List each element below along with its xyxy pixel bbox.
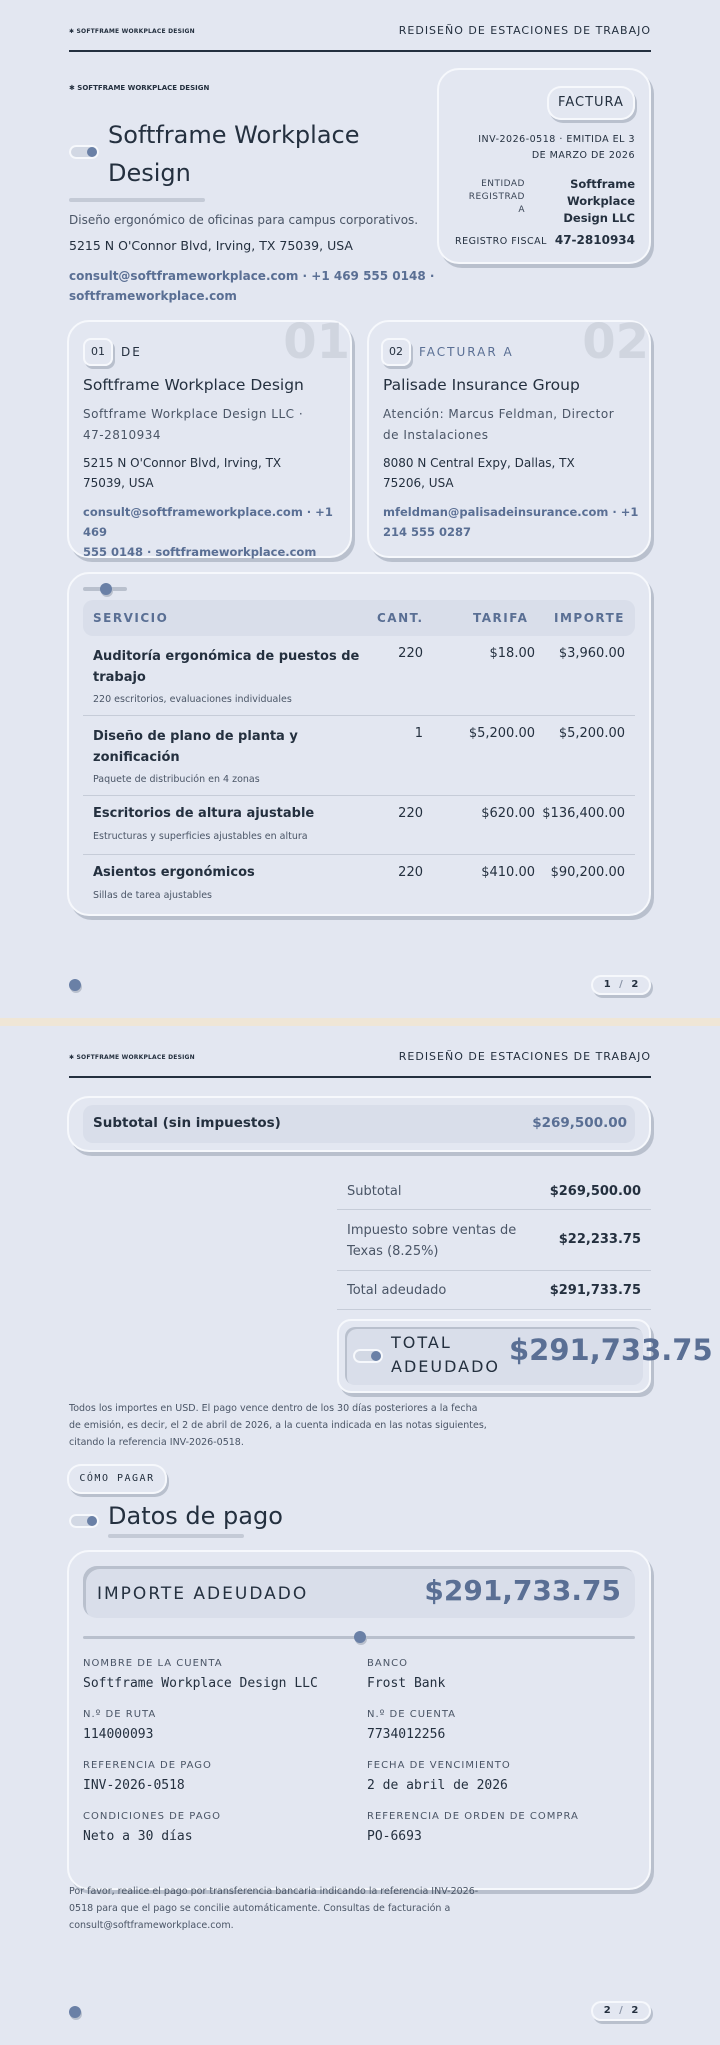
- title-underline: [69, 198, 205, 202]
- field-value: Frost Bank: [367, 1676, 446, 1691]
- row-desc: 220 escritorios, evaluaciones individuales: [93, 694, 292, 705]
- field-label: N.º DE CUENTA: [367, 1709, 457, 1720]
- entity-value-3: Design LLC: [563, 211, 635, 225]
- page-dot-icon: [69, 2006, 81, 2018]
- bill-to-address-1: 8080 N Central Expy, Dallas, TX: [383, 456, 575, 470]
- row-service: [93, 646, 359, 688]
- from-badge: 01: [83, 338, 113, 366]
- amount-due-value: $291,733.75: [424, 1574, 621, 1607]
- table-body: [83, 636, 635, 906]
- amount-due-label: IMPORTE ADEUDADO: [97, 1584, 309, 1604]
- entity-label-3: A: [518, 205, 525, 215]
- from-contact-2[interactable]: 555 0148 · softframeworkplace.com: [83, 545, 317, 559]
- th-amount: IMPORTE: [554, 611, 625, 625]
- terms-note-line1: Todos los importes en USD. El pago vence dentro de los 30 días posteriores a la fecha: [69, 1403, 478, 1414]
- row-service-line2: zonificación: [93, 750, 180, 765]
- company-tagline: Diseño ergonómico de oficinas para campus corporativos.: [69, 213, 419, 227]
- bill-to-address: [383, 453, 575, 493]
- totals-subtotal-label: Subtotal: [347, 1184, 402, 1199]
- grand-total-label: [391, 1331, 500, 1379]
- bill-to-badge: 02: [381, 338, 411, 366]
- subtotal-bar: [67, 1096, 651, 1152]
- payment-details-card: [67, 1550, 651, 1890]
- page-dot-icon: [69, 979, 81, 991]
- payment-footer-note-line3: consult@softframeworkplace.com.: [69, 1920, 234, 1931]
- row-qty: 220: [398, 806, 423, 821]
- totals-tax-label-1: Impuesto sobre ventas de: [347, 1223, 517, 1238]
- from-legal-1: Softframe Workplace Design LLC ·: [83, 407, 304, 421]
- bill-to-contact-2[interactable]: 214 555 0287: [383, 525, 472, 539]
- field-label: FECHA DE VENCIMIENTO: [367, 1760, 511, 1771]
- entity-value-2: Workplace: [566, 194, 635, 208]
- subtotal-bar-value: $269,500.00: [532, 1115, 627, 1131]
- how-to-pay-button[interactable]: CÓMO PAGAR: [67, 1464, 167, 1494]
- row-desc: Paquete de distribución en 4 zonas: [93, 774, 260, 785]
- from-address-2: 75039, USA: [83, 476, 154, 490]
- terms-note: [69, 1400, 487, 1451]
- grand-total-value: $291,733.75: [509, 1333, 713, 1367]
- invoice-meta-card: [437, 68, 651, 264]
- bill-to-name: Palisade Insurance Group: [383, 376, 580, 394]
- field-value: 7734012256: [367, 1727, 446, 1742]
- subtotal-bar-inner: [83, 1105, 635, 1143]
- row-service-line2: trabajo: [93, 670, 146, 685]
- company-contact[interactable]: [69, 266, 434, 306]
- row-service: [93, 726, 298, 768]
- entity-value: [563, 176, 635, 227]
- entity-value-1: Softframe: [570, 177, 635, 191]
- payment-field: [83, 1760, 353, 1793]
- table-header: [83, 600, 635, 636]
- field-value: 2 de abril de 2026: [367, 1778, 508, 1793]
- row-qty: 1: [414, 726, 423, 741]
- bill-to-attention: [383, 404, 614, 446]
- totals-subtotal-value: $269,500.00: [549, 1184, 641, 1199]
- row-service-line1: Diseño de plano de planta y: [93, 729, 298, 744]
- field-value: Softframe Workplace Design LLC: [83, 1676, 318, 1691]
- invoice-badge: FACTURA: [547, 86, 635, 120]
- field-value: PO-6693: [367, 1829, 422, 1844]
- company-address: 5215 N O'Connor Blvd, Irving, TX 75039, USA: [69, 238, 353, 253]
- totals-tax-value: $22,233.75: [558, 1232, 641, 1247]
- field-label: REFERENCIA DE PAGO: [83, 1760, 212, 1771]
- payment-footer-note-line2: 0518 para que el pago se concilie automáticamente. Consultas de facturación a: [69, 1903, 451, 1914]
- page-header: [69, 24, 651, 52]
- th-qty: CANT.: [377, 611, 424, 625]
- payment-field: [367, 1811, 637, 1844]
- row-rate: $18.00: [489, 646, 535, 661]
- page-sep: /: [619, 2005, 623, 2016]
- grand-total-label-1: TOTAL: [391, 1333, 452, 1352]
- services-table-card: [67, 572, 651, 916]
- bill-to-address-2: 75206, USA: [383, 476, 454, 490]
- row-qty: 220: [398, 646, 423, 661]
- from-address-1: 5215 N O'Connor Blvd, Irving, TX: [83, 456, 282, 470]
- from-contact[interactable]: [83, 502, 350, 562]
- row-amount: $5,200.00: [558, 726, 625, 741]
- header-brand: ✱ SOFTFRAME WORKPLACE DESIGN: [69, 28, 195, 35]
- table-row: [83, 636, 635, 716]
- bill-to-attention-1: Atención: Marcus Feldman, Director: [383, 407, 615, 421]
- entity-label: [449, 178, 525, 217]
- page-header: [69, 1050, 651, 1078]
- page-current: 2: [603, 2005, 611, 2016]
- field-label: N.º DE RUTA: [83, 1709, 157, 1720]
- th-service: SERVICIO: [93, 611, 169, 625]
- row-service-line1: Auditoría ergonómica de puestos de: [93, 649, 360, 664]
- from-address: [83, 453, 281, 493]
- field-value: Neto a 30 días: [83, 1829, 193, 1844]
- totals-table: [337, 1170, 651, 1332]
- header-doc-title: REDISEÑO DE ESTACIONES DE TRABAJO: [398, 1050, 651, 1063]
- row-desc: Sillas de tarea ajustables: [93, 890, 213, 901]
- field-label: REFERENCIA DE ORDEN DE COMPRA: [367, 1811, 579, 1822]
- company-kicker: ✱ SOFTFRAME WORKPLACE DESIGN: [69, 84, 210, 92]
- payment-field: [367, 1658, 637, 1691]
- bill-to-contact-1[interactable]: mfeldman@palisadeinsurance.com · +1: [383, 505, 639, 519]
- company-name: [108, 116, 360, 192]
- row-qty: 220: [398, 865, 423, 880]
- payment-section-title: Datos de pago: [108, 1502, 283, 1530]
- page-indicator: [591, 2001, 651, 2021]
- tax-label: REGISTRO FISCAL: [455, 236, 547, 247]
- subtotal-bar-label: Subtotal (sin impuestos): [93, 1115, 281, 1131]
- page-total: 2: [631, 2005, 639, 2016]
- toggle-icon: [69, 145, 99, 159]
- row-rate: $5,200.00: [468, 726, 535, 741]
- totals-due-value: $291,733.75: [549, 1283, 641, 1298]
- bill-to-attention-2: de Instalaciones: [383, 428, 489, 442]
- payment-footer-note-line1: Por favor, realice el pago por transferencia bancaria indicando la referencia INV-2026-: [69, 1886, 479, 1897]
- invoice-page-1: [0, 0, 720, 1018]
- totals-tax-label-2: Texas (8.25%): [347, 1244, 439, 1259]
- row-amount: $90,200.00: [550, 865, 625, 880]
- invoice-meta: [478, 132, 635, 164]
- payment-field: [367, 1760, 637, 1793]
- entity-label-1: ENTIDAD: [481, 179, 525, 189]
- from-card: [67, 314, 352, 559]
- company-name-line1: Softframe Workplace: [108, 121, 360, 149]
- totals-due-label: Total adeudado: [347, 1283, 447, 1298]
- row-rate: $620.00: [481, 806, 535, 821]
- row-service: Escritorios de altura ajustable: [93, 806, 315, 821]
- header-doc-title: REDISEÑO DE ESTACIONES DE TRABAJO: [398, 24, 651, 37]
- amount-due-box: [83, 1566, 635, 1618]
- page-indicator: [591, 975, 651, 995]
- th-rate: TARIFA: [473, 611, 529, 625]
- bill-to-label: FACTURAR A: [419, 345, 514, 359]
- totals-row-due: [337, 1271, 651, 1310]
- from-number: 01: [283, 314, 350, 370]
- from-legal: [83, 404, 303, 446]
- invoice-page-2: [0, 1026, 720, 2045]
- toggle-icon: [69, 1514, 99, 1528]
- page-current: 1: [603, 979, 611, 990]
- grand-total-card: [337, 1319, 713, 1393]
- invoice-meta-line1: INV-2026-0518 · EMITIDA EL 3: [478, 134, 635, 145]
- from-contact-1[interactable]: consult@softframeworkplace.com · +1 469: [83, 505, 333, 539]
- totals-tax-label: [347, 1220, 516, 1262]
- company-contact-line1[interactable]: consult@softframeworkplace.com · +1 469 555 0148 ·: [69, 269, 435, 283]
- bill-to-card: [367, 314, 651, 558]
- field-label: CONDICIONES DE PAGO: [83, 1811, 221, 1822]
- field-value: 114000093: [83, 1727, 154, 1742]
- payment-field: [83, 1658, 353, 1691]
- row-service: Asientos ergonómicos: [93, 865, 255, 880]
- row-rate: $410.00: [481, 865, 535, 880]
- company-contact-line2[interactable]: softframeworkplace.com: [69, 289, 237, 303]
- from-name: Softframe Workplace Design: [83, 376, 304, 394]
- invoice-meta-line2: DE MARZO DE 2026: [531, 150, 635, 161]
- row-amount: $3,960.00: [558, 646, 625, 661]
- from-label: DE: [121, 345, 142, 359]
- payment-slider-knob: [354, 1631, 366, 1643]
- payment-footer-note: [69, 1883, 478, 1934]
- field-label: NOMBRE DE LA CUENTA: [83, 1658, 223, 1669]
- page-separator: [0, 1018, 720, 1026]
- payment-field: [367, 1709, 637, 1742]
- row-desc: Estructuras y superficies ajustables en altura: [93, 831, 308, 842]
- header-brand: ✱ SOFTFRAME WORKPLACE DESIGN: [69, 1054, 195, 1061]
- table-slider-knob: [100, 583, 112, 595]
- terms-note-line3: citando la referencia INV-2026-0518.: [69, 1437, 244, 1448]
- from-legal-2: 47-2810934: [83, 428, 162, 442]
- page-total: 2: [631, 979, 639, 990]
- bill-to-contact[interactable]: [383, 502, 638, 542]
- terms-note-line2: de emisión, es decir, el 2 de abril de 2026, a la cuenta indicada en las notas siguientes,: [69, 1420, 487, 1431]
- table-row: [83, 796, 635, 855]
- grand-total-label-2: ADEUDADO: [391, 1357, 500, 1376]
- bill-to-number: 02: [582, 314, 649, 370]
- title-underline: [108, 1534, 244, 1538]
- toggle-icon: [353, 1349, 383, 1363]
- totals-row-tax: [337, 1210, 651, 1271]
- field-label: BANCO: [367, 1658, 409, 1669]
- field-value: INV-2026-0518: [83, 1778, 185, 1793]
- totals-row-subtotal: [337, 1170, 651, 1210]
- company-name-line2: Design: [108, 159, 191, 187]
- entity-label-2: REGISTRAD: [468, 192, 525, 202]
- row-amount: $136,400.00: [542, 806, 625, 821]
- table-row: [83, 855, 635, 906]
- payment-field: [83, 1709, 353, 1742]
- payment-field: [83, 1811, 353, 1844]
- table-row: [83, 716, 635, 796]
- page-sep: /: [619, 979, 623, 990]
- tax-value: 47-2810934: [554, 233, 635, 247]
